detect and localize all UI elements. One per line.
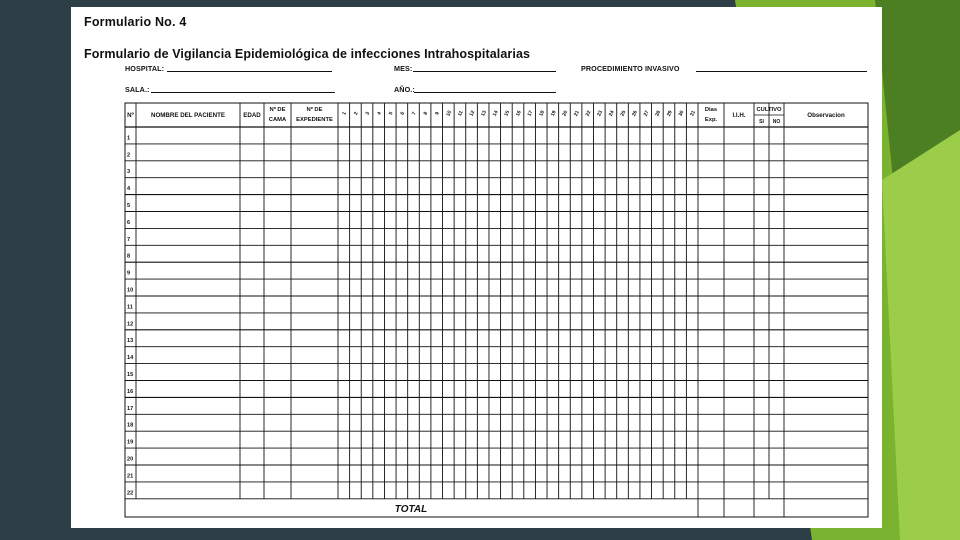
day-header-9: 9 bbox=[434, 111, 441, 117]
day-header-20: 20 bbox=[561, 109, 570, 118]
form-number: Formulario No. 4 bbox=[84, 15, 187, 29]
row-number-16: 16 bbox=[127, 388, 134, 395]
day-header-17: 17 bbox=[526, 109, 535, 118]
header-observacion: Observacion bbox=[807, 112, 845, 119]
day-header-23: 23 bbox=[596, 109, 605, 118]
surveillance-table bbox=[71, 7, 882, 528]
day-header-27: 27 bbox=[642, 109, 651, 118]
header-iih: I.I.H. bbox=[732, 112, 746, 119]
day-header-16: 16 bbox=[514, 109, 523, 118]
day-header-19: 19 bbox=[549, 109, 558, 118]
day-header-5: 5 bbox=[387, 111, 395, 117]
day-header-13: 13 bbox=[480, 109, 488, 118]
sala-label: SALA.: bbox=[125, 85, 150, 94]
row-number-2: 2 bbox=[127, 152, 131, 159]
row-number-10: 10 bbox=[127, 287, 134, 294]
row-number-5: 5 bbox=[127, 203, 131, 209]
form-title: Formulario de Vigilancia Epidemiológica de infecciones Intrahospitalarias bbox=[84, 47, 531, 61]
row-number-1: 1 bbox=[127, 135, 131, 142]
hospital-label: HOSPITAL: bbox=[125, 64, 165, 73]
day-header-25: 25 bbox=[619, 109, 628, 118]
row-number-22: 22 bbox=[127, 490, 134, 497]
row-number-18: 18 bbox=[127, 422, 134, 429]
anio-label: AÑO.: bbox=[394, 85, 415, 94]
row-number-20: 20 bbox=[127, 456, 134, 463]
day-header-18: 18 bbox=[538, 109, 547, 118]
day-header-26: 26 bbox=[631, 109, 639, 118]
row-number-14: 14 bbox=[127, 355, 134, 362]
day-header-24: 24 bbox=[607, 109, 616, 118]
day-header-29: 29 bbox=[665, 109, 674, 118]
header-num: Nº bbox=[127, 112, 134, 119]
row-number-3: 3 bbox=[127, 169, 131, 176]
row-number-21: 21 bbox=[127, 473, 134, 480]
day-header-12: 12 bbox=[468, 109, 477, 118]
row-number-13: 13 bbox=[127, 338, 134, 345]
day-header-7: 7 bbox=[411, 111, 418, 117]
day-header-3: 3 bbox=[364, 111, 372, 117]
day-header-6: 6 bbox=[399, 111, 407, 117]
day-header-30: 30 bbox=[677, 109, 686, 118]
row-number-7: 7 bbox=[127, 236, 131, 243]
day-header-28: 28 bbox=[654, 109, 663, 118]
row-number-19: 19 bbox=[127, 439, 134, 446]
day-header-2: 2 bbox=[353, 111, 360, 117]
header-dias-2: Exp. bbox=[704, 117, 718, 123]
header-cultivo: CULTIVO bbox=[756, 107, 782, 113]
total-label: TOTAL bbox=[394, 504, 428, 515]
header-dias-1: Dias bbox=[704, 107, 718, 113]
day-header-4: 4 bbox=[376, 111, 383, 117]
form-sheet bbox=[71, 7, 882, 528]
day-header-14: 14 bbox=[491, 109, 500, 118]
header-exp-1: Nº DE bbox=[306, 107, 323, 113]
row-number-4: 4 bbox=[127, 186, 131, 193]
header-cama-2: CAMA bbox=[268, 117, 287, 123]
header-si: SI bbox=[759, 119, 764, 125]
header-nombre: NOMBRE DEL PACIENTE bbox=[150, 112, 226, 119]
row-number-8: 8 bbox=[127, 253, 131, 260]
day-header-11: 11 bbox=[456, 109, 465, 118]
row-number-6: 6 bbox=[127, 219, 131, 226]
day-header-8: 8 bbox=[422, 111, 430, 117]
day-header-15: 15 bbox=[503, 109, 512, 118]
day-header-1: 1 bbox=[341, 111, 349, 117]
procedimiento-label: PROCEDIMIENTO INVASIVO bbox=[581, 64, 680, 73]
row-number-9: 9 bbox=[127, 270, 131, 277]
header-exp-2: EXPEDIENTE bbox=[296, 117, 333, 123]
header-no: NO bbox=[772, 119, 781, 125]
table-border bbox=[125, 103, 868, 517]
mes-label: MES: bbox=[394, 64, 413, 73]
day-header-31: 31 bbox=[689, 109, 697, 118]
day-header-10: 10 bbox=[445, 109, 454, 118]
day-header-21: 21 bbox=[573, 109, 581, 118]
row-number-17: 17 bbox=[127, 405, 134, 412]
row-number-12: 12 bbox=[127, 321, 134, 328]
row-number-11: 11 bbox=[127, 304, 133, 311]
row-number-15: 15 bbox=[127, 372, 134, 378]
day-header-22: 22 bbox=[584, 109, 593, 118]
header-edad: EDAD bbox=[243, 112, 261, 119]
header-cama-1: Nº DE bbox=[269, 107, 286, 113]
